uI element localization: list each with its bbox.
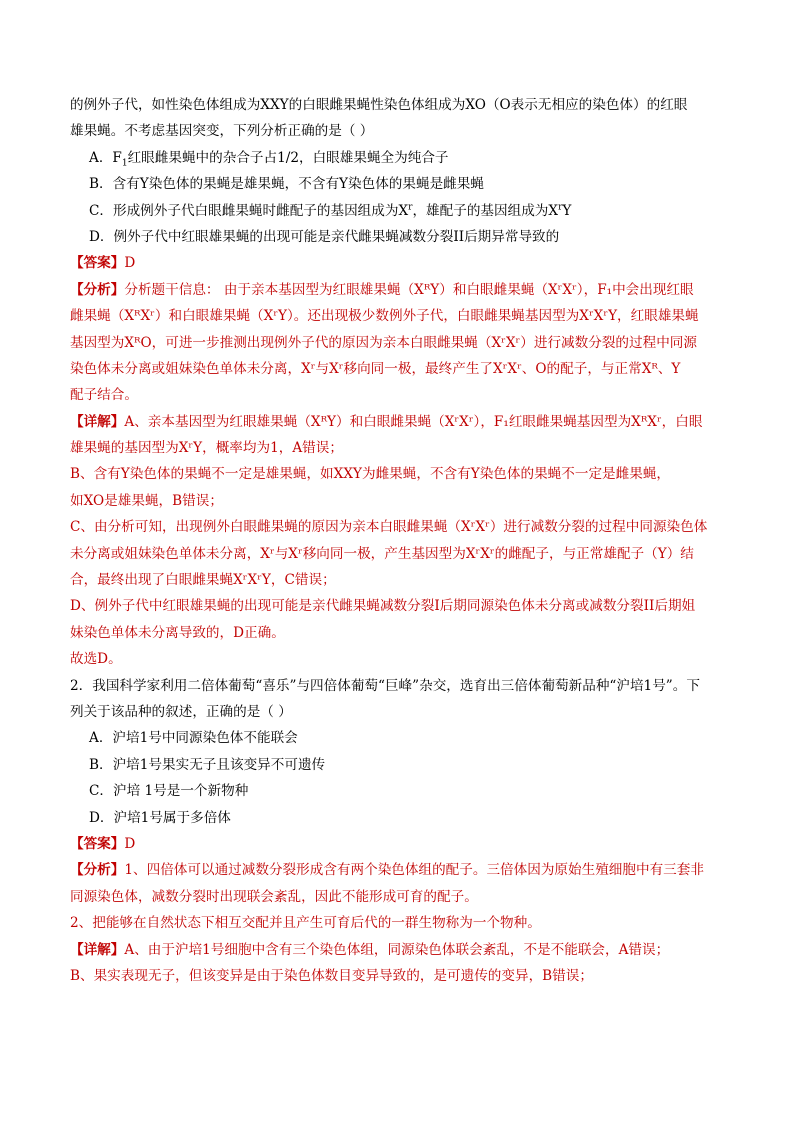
document-page xyxy=(70,92,726,989)
q1-detail-line: 雄果蝇的基因型为XʳY，概率均为1，A错误； xyxy=(70,440,343,457)
q1-detail-line: B、含有Y染色体的果蝇不一定是雄果蝇，如XXY为雌果蝇，不含有Y染色体的果蝇不一定是雌果蝇， xyxy=(70,466,671,483)
q1-detail-line: 【详解】A、亲本基因型为红眼雄果蝇（XᴿY）和白眼雌果蝇（XʳXʳ），F₁红眼雌果蝇基因型为XᴿXʳ，白眼 xyxy=(70,413,703,430)
q1-analysis-line: 染色体未分离或姐妹染色单体未分离，Xʳ与Xʳ移向同一极，最终产生了XʳXʳ、O的配子，与正常Xᴿ、Y xyxy=(70,360,681,377)
q1-analysis-line: 【分析】分析题干信息： 由于亲本基因型为红眼雄果蝇（XᴿY）和白眼雌果蝇（XʳXʳ），F₁中会出现红眼 xyxy=(70,281,694,298)
q2-option-d: D．沪培1号属于多倍体 xyxy=(89,809,231,826)
q1-detail-line: D、例外子代中红眼雄果蝇的出现可能是亲代雌果蝇减数分裂I后期同源染色体未分离或减数分裂II后期姐 xyxy=(70,598,696,615)
q1-analysis-line: 基因型为XᴿO，可进一步推测出现例外子代的原因为亲本白眼雌果蝇（XʳXʳ）进行减数分裂的过程中同源 xyxy=(70,334,697,351)
q2-analysis-line: 【分析】1、四倍体可以通过减数分裂形成含有两个染色体组的配子。三倍体因为原始生殖细胞中有三套非 xyxy=(70,862,704,879)
q1-option-a: A．$F_1$红眼雌果蝇中的杂合子占1/2，白眼雄果蝇全为纯合子 xyxy=(89,149,449,169)
q1-answer: 【答案】D xyxy=(70,255,136,272)
q2-option-c: C．沪培 1号是一个新物种 xyxy=(89,783,249,800)
q2-answer: 【答案】D xyxy=(70,835,136,852)
q1-conclusion: 故选D。 xyxy=(70,651,122,668)
q2-analysis-line: 2、把能够在自然状态下相互交配并且产生可育后代的一群生物称为一个物种。 xyxy=(70,915,541,932)
q1-detail-line: 未分离或姐妹染色单体未分离，Xʳ与Xʳ移向同一极，产生基因型为XʳXʳ的雌配子，与正常雄配子（Y）结 xyxy=(70,545,694,562)
q2-option-b: B．沪培1号果实无子且该变异不可遗传 xyxy=(89,756,326,773)
q1-stem-line: 雄果蝇。不考虑基因突变，下列分析正确的是（ ） xyxy=(70,123,374,140)
q2-option-a: A．沪培1号中同源染色体不能联会 xyxy=(89,730,298,747)
q2-stem-line: 列关于该品种的叙述，正确的是（ ） xyxy=(70,703,292,720)
q2-detail-line: B、果实表现无子，但该变异是由于染色体数目变异导致的，是可遗传的变异，B错误； xyxy=(70,967,593,984)
q1-option-b: B．含有Y染色体的果蝇是雄果蝇，不含有Y染色体的果蝇是雌果蝇 xyxy=(89,176,484,193)
q1-detail-line: C、由分析可知，出现例外白眼雌果蝇的原因为亲本白眼雌果蝇（XʳXʳ）进行减数分裂的过程中同源染色体 xyxy=(70,519,708,536)
q2-stem-line: 2．我国科学家利用二倍体葡萄“喜乐”与四倍体葡萄“巨峰”杂交，选育出三倍体葡萄新品种“沪培1号”。下 xyxy=(70,677,700,694)
q1-option-c: C．形成例外子代白眼雌果蝇时雌配子的基因组成为$X^r$，雄配子的基因组成为$X^rY$ xyxy=(89,202,572,219)
q2-detail-line: 【详解】A、由于沪培1号细胞中含有三个染色体组，同源染色体联会紊乱，不是不能联会，A错误； xyxy=(70,941,670,958)
q1-detail-line: 妹染色单体未分离导致的，D正确。 xyxy=(70,624,285,641)
q1-detail-line: 合，最终出现了白眼雌果蝇XʳXʳY，C错误； xyxy=(70,572,336,589)
q1-analysis-line: 配子结合。 xyxy=(70,387,138,404)
q1-detail-line: 如XO是雄果蝇，B错误； xyxy=(70,492,223,509)
q1-analysis-line: 雌果蝇（XᴿXʳ）和白眼雄果蝇（XʳY）。还出现极少数例外子代，白眼雌果蝇基因型为XʳXʳY，红眼雄果蝇 xyxy=(70,308,699,325)
q2-analysis-line: 同源染色体，减数分裂时出现联会紊乱，因此不能形成可育的配子。 xyxy=(70,888,478,905)
q1-option-d: D．例外子代中红眼雄果蝇的出现可能是亲代雌果蝇减数分裂II后期异常导致的 xyxy=(89,228,560,245)
q1-stem-line: 的例外子代，如性染色体组成为XXY的白眼雌果蝇性染色体组成为XO（O表示无相应的染色体）的红眼 xyxy=(70,97,688,113)
